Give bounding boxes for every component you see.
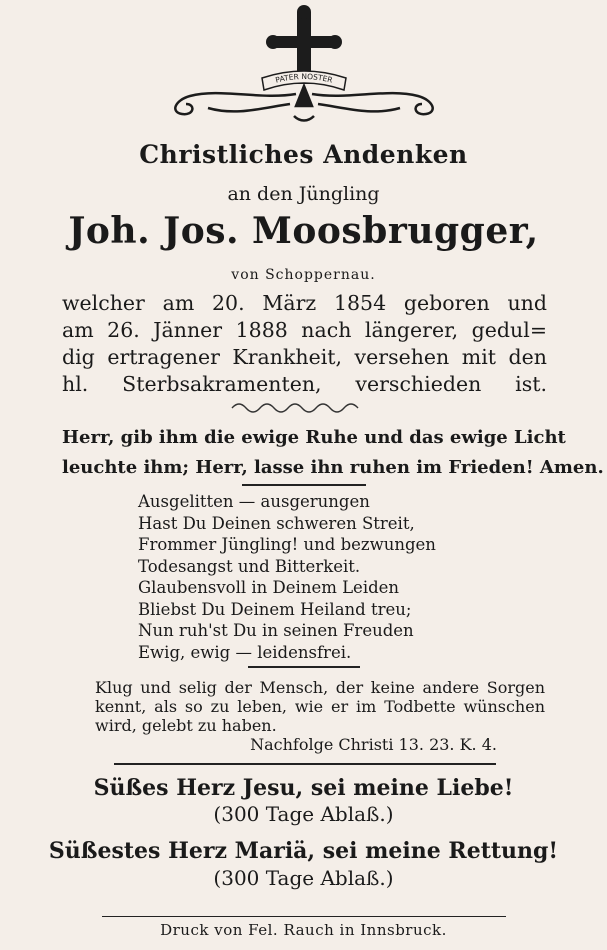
- scroll-flourish-icon: [175, 86, 432, 121]
- prayer-line: Herr, gib ihm die ewige Ruhe und das ewige Licht: [62, 427, 566, 448]
- poem-line: Ewig, ewig — leidensfrei.: [138, 642, 352, 662]
- biography: [62, 290, 547, 398]
- divider: [242, 484, 366, 486]
- card-title: Christliches Andenken: [139, 140, 468, 169]
- imitation-quote: [95, 678, 545, 754]
- bio-line: welcher am 20. März 1854 geboren und: [62, 291, 547, 315]
- poem-line: Nun ruh'st Du in seinen Freuden: [138, 621, 414, 640]
- invocation-sacred-heart: Süßes Herz Jesu, sei meine Liebe!: [93, 775, 514, 801]
- divider: [102, 916, 506, 917]
- poem: [138, 491, 436, 663]
- divider: [114, 763, 496, 765]
- poem-line: Ausgelitten — ausgerungen: [138, 492, 370, 511]
- divider: [248, 666, 360, 668]
- deceased-name: Joh. Jos. Moosbrugger,: [68, 210, 539, 252]
- quote-line: Klug und selig der Mensch, der keine andere Sorgen: [95, 678, 545, 697]
- prayer-line: leuchte ihm; Herr, lasse ihn ruhen im Frieden! Amen.: [62, 457, 604, 478]
- indulgence-note: (300 Tage Ablaß.): [213, 802, 394, 826]
- quote-line: kennt, als so zu leben, wie er im Todbette wünschen: [95, 697, 545, 716]
- poem-line: Todesangst und Bitterkeit.: [138, 556, 361, 576]
- card-subtitle: an den Jüngling: [227, 183, 380, 205]
- bio-line: hl. Sterbsakramenten, verschieden ist.: [62, 372, 547, 396]
- printer-imprint: Druck von Fel. Rauch in Innsbruck.: [160, 921, 447, 939]
- poem-line: Bliebst Du Deinem Heiland treu;: [138, 599, 412, 619]
- cross-ornament: [0, 4, 607, 129]
- banner-text: PATER NOSTER: [274, 71, 334, 85]
- indulgence-note: (300 Tage Ablaß.): [213, 866, 394, 890]
- eternal-rest-prayer: [62, 423, 604, 483]
- poem-line: Glaubensvoll in Deinem Leiden: [138, 578, 400, 597]
- invocation-mary: Süßestes Herz Mariä, sei meine Rettung!: [48, 838, 559, 864]
- poem-line: Hast Du Deinen schweren Streit,: [138, 513, 415, 533]
- wavy-divider: [230, 400, 365, 414]
- poem-line: Frommer Jüngling! und bezwungen: [138, 535, 436, 554]
- quote-line: wird, gelebt zu haben.: [95, 716, 277, 735]
- deceased-origin: von Schoppernau.: [231, 267, 376, 283]
- bio-line: dig ertragener Krankheit, versehen mit den: [62, 345, 547, 369]
- bio-line: am 26. Jänner 1888 nach längerer, gedul=: [62, 318, 547, 342]
- quote-reference: Nachfolge Christi 13. 23. K. 4.: [250, 735, 497, 754]
